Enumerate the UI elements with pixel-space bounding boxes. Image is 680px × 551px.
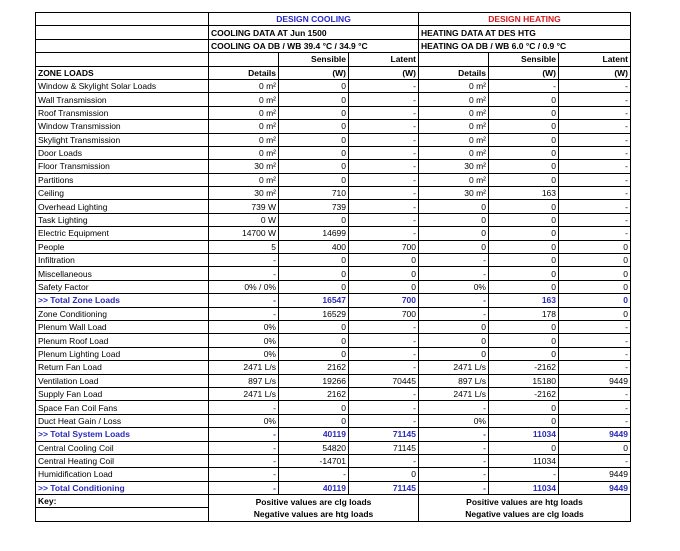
cooling-sensible: 14699 [279,227,349,240]
heating-sensible: 0 [489,200,559,213]
heating-latent: - [559,187,631,200]
cooling-details: - [209,294,279,307]
cooling-sensible: 0 [279,254,349,267]
heating-details: 0 m² [419,173,489,186]
cooling-details: - [209,468,279,481]
cooling-latent: - [349,401,419,414]
cooling-latent-unit: (W) [349,66,419,79]
heating-latent: 0 [559,267,631,280]
heating-note-negative: Negative values are clg loads [419,508,631,521]
row-label: Safety Factor [36,280,209,293]
blank-cell [36,39,209,52]
cooling-details: 30 m² [209,160,279,173]
row-label: Miscellaneous [36,267,209,280]
heating-latent: - [559,401,631,414]
cooling-latent: - [349,93,419,106]
cooling-details: 2471 L/s [209,387,279,400]
cooling-sensible: 0 [279,160,349,173]
cooling-sensible: 0 [279,79,349,92]
cooling-sensible: 710 [279,187,349,200]
heating-details: 0% [419,414,489,427]
table-row [36,133,631,146]
heating-details: 0 [419,347,489,360]
cooling-latent: 71145 [349,481,419,494]
heating-latent: - [559,93,631,106]
cooling-sensible: 0 [279,401,349,414]
cooling-sensible-unit: (W) [279,66,349,79]
cooling-latent: 0 [349,254,419,267]
row-label: Ceiling [36,187,209,200]
row-label: Door Loads [36,146,209,159]
heating-latent: - [559,133,631,146]
cooling-latent-header: Latent [349,53,419,66]
table-row [36,187,631,200]
cooling-latent: - [349,187,419,200]
heating-sensible: 0 [489,133,559,146]
heating-latent: 0 [559,294,631,307]
table-row [36,347,631,360]
heating-sensible: 0 [489,173,559,186]
cooling-sensible: 0 [279,334,349,347]
heating-details: 0 m² [419,79,489,92]
heating-sensible: 0 [489,106,559,119]
heating-latent: - [559,347,631,360]
table-row [36,361,631,374]
heating-details: 0 [419,240,489,253]
heating-details: 2471 L/s [419,387,489,400]
row-label: Window Transmission [36,120,209,133]
cooling-latent: - [349,106,419,119]
row-label: Return Fan Load [36,361,209,374]
cooling-latent: 0 [349,280,419,293]
oa-row [36,39,631,52]
heating-details: - [419,307,489,320]
blank-cell [36,13,209,26]
heating-latent-header: Latent [559,53,631,66]
cooling-details: 14700 W [209,227,279,240]
row-label: Ventilation Load [36,374,209,387]
table-row [36,401,631,414]
heating-details: - [419,481,489,494]
heating-sensible: 11034 [489,454,559,467]
heating-latent: - [559,334,631,347]
heating-oa-conditions: HEATING OA DB / WB 6.0 °C / 0.9 °C [419,39,631,52]
heating-sensible: 0 [489,320,559,333]
heating-data-at: HEATING DATA AT DES HTG [419,26,631,39]
cooling-latent: - [349,227,419,240]
cooling-latent: - [349,361,419,374]
heating-sensible: 0 [489,254,559,267]
cooling-details: 0 m² [209,120,279,133]
row-label: Zone Conditioning [36,307,209,320]
row-label: >> Total System Loads [36,428,209,441]
cooling-details: 739 W [209,200,279,213]
heating-details: 0 [419,200,489,213]
cooling-latent: - [349,334,419,347]
cooling-latent: - [349,120,419,133]
table-row [36,200,631,213]
cooling-details: 0 m² [209,146,279,159]
cooling-details: - [209,428,279,441]
heating-sensible: 11034 [489,428,559,441]
cooling-oa-conditions: COOLING OA DB / WB 39.4 °C / 34.9 °C [209,39,419,52]
row-label: Plenum Roof Load [36,334,209,347]
table-row [36,468,631,481]
cooling-details: 0 m² [209,173,279,186]
row-label: Electric Equipment [36,227,209,240]
heating-latent: - [559,414,631,427]
table-row [36,280,631,293]
heating-latent: - [559,387,631,400]
cooling-sensible: - [279,468,349,481]
heating-sensible-unit: (W) [489,66,559,79]
heating-sensible: -2162 [489,387,559,400]
heating-latent: - [559,454,631,467]
cooling-sensible: 0 [279,106,349,119]
cooling-sensible: 400 [279,240,349,253]
cooling-sensible: 16547 [279,294,349,307]
heating-details: 0 m² [419,120,489,133]
cooling-latent: 0 [349,267,419,280]
table-row [36,79,631,92]
total-row [36,294,631,307]
cooling-sensible: 2162 [279,361,349,374]
cooling-details: 0 m² [209,93,279,106]
heating-latent: 0 [559,441,631,454]
table-row [36,414,631,427]
heating-details: 897 L/s [419,374,489,387]
heating-sensible: 15180 [489,374,559,387]
heating-details: - [419,454,489,467]
cooling-latent: 71145 [349,441,419,454]
heating-sensible: 163 [489,187,559,200]
heating-latent: - [559,160,631,173]
heating-sensible: 0 [489,441,559,454]
cooling-latent: - [349,347,419,360]
heating-latent: - [559,79,631,92]
cooling-latent: 700 [349,294,419,307]
heating-latent: - [559,320,631,333]
row-label: Partitions [36,173,209,186]
cooling-latent: 0 [349,468,419,481]
heating-details: 30 m² [419,160,489,173]
cooling-sensible: 0 [279,414,349,427]
total-row [36,481,631,494]
cooling-title: DESIGN COOLING [209,13,419,26]
heating-details: - [419,428,489,441]
heating-note-positive: Positive values are htg loads [419,495,631,508]
cooling-details: - [209,254,279,267]
cooling-sensible: 0 [279,133,349,146]
cooling-latent: 71145 [349,428,419,441]
heating-sensible: 0 [489,146,559,159]
cooling-sensible: 0 [279,267,349,280]
table-row [36,93,631,106]
cooling-sensible: 0 [279,120,349,133]
table-row [36,254,631,267]
cooling-details: 0 m² [209,133,279,146]
cooling-details: 0% [209,334,279,347]
heating-sensible: 0 [489,120,559,133]
cooling-latent: - [349,146,419,159]
cooling-latent: - [349,320,419,333]
cooling-details: 2471 L/s [209,361,279,374]
cooling-latent: - [349,173,419,186]
row-label: Duct Heat Gain / Loss [36,414,209,427]
heating-sensible: 0 [489,93,559,106]
heating-latent: 0 [559,280,631,293]
blank-cell [36,53,209,66]
heating-latent: - [559,227,631,240]
cooling-latent: - [349,414,419,427]
row-label: Roof Transmission [36,106,209,119]
cooling-latent: - [349,160,419,173]
heating-details: - [419,254,489,267]
heating-latent: - [559,106,631,119]
table-row [36,307,631,320]
cooling-sensible: 19266 [279,374,349,387]
cooling-latent: - [349,79,419,92]
heating-details-header: Details [419,66,489,79]
row-label: >> Total Conditioning [36,481,209,494]
row-label: Central Heating Coil [36,454,209,467]
heating-latent: - [559,120,631,133]
row-label: Supply Fan Load [36,387,209,400]
cooling-details: 0 m² [209,106,279,119]
cooling-note-positive: Positive values are clg loads [209,495,419,508]
key-label: Key: [36,495,209,508]
cooling-latent: - [349,454,419,467]
table-row [36,454,631,467]
blank-cell [36,26,209,39]
cooling-latent: 700 [349,307,419,320]
cooling-details: 5 [209,240,279,253]
row-label: Central Cooling Coil [36,441,209,454]
cooling-details: - [209,307,279,320]
table-row [36,213,631,226]
load-rows [36,79,631,494]
row-label: People [36,240,209,253]
table-row [36,227,631,240]
cooling-latent: 700 [349,240,419,253]
cooling-sensible: 0 [279,280,349,293]
heating-latent: - [559,173,631,186]
cooling-details: - [209,401,279,414]
table-row [36,173,631,186]
heating-latent: - [559,213,631,226]
heating-sensible: - [489,79,559,92]
heating-sensible: 0 [489,213,559,226]
cooling-details: 0% [209,320,279,333]
cooling-details: 0 W [209,213,279,226]
heating-sensible: 163 [489,294,559,307]
zone-loads-header: ZONE LOADS [36,66,209,79]
heating-title: DESIGN HEATING [419,13,631,26]
row-label: Wall Transmission [36,93,209,106]
table-row [36,106,631,119]
heating-sensible: -2162 [489,361,559,374]
row-label: Overhead Lighting [36,200,209,213]
heating-details: 0 m² [419,106,489,119]
cooling-note-negative: Negative values are htg loads [209,508,419,521]
cooling-details: - [209,454,279,467]
table-row [36,374,631,387]
heating-details: 2471 L/s [419,361,489,374]
heating-details: 0 [419,334,489,347]
heating-latent: 0 [559,240,631,253]
heating-latent: - [559,200,631,213]
cooling-latent: - [349,200,419,213]
data-at-row [36,26,631,39]
heating-details: - [419,294,489,307]
row-label: Skylight Transmission [36,133,209,146]
cooling-sensible: 0 [279,173,349,186]
heating-details: 0 m² [419,146,489,159]
table-row [36,146,631,159]
heating-details: 0 [419,227,489,240]
blank-cell [209,53,279,66]
cooling-sensible: 0 [279,347,349,360]
cooling-sensible: -14701 [279,454,349,467]
units-header-row [36,53,631,66]
cooling-sensible: 739 [279,200,349,213]
row-label: Floor Transmission [36,160,209,173]
table-row [36,334,631,347]
cooling-details: 0% / 0% [209,280,279,293]
heating-latent: - [559,146,631,159]
heating-latent: 9449 [559,374,631,387]
heating-sensible: 0 [489,347,559,360]
cooling-details: - [209,441,279,454]
heating-latent: 0 [559,307,631,320]
cooling-details-header: Details [209,66,279,79]
heating-details: - [419,267,489,280]
footer-row-2 [36,508,631,521]
table-row [36,267,631,280]
heating-sensible: - [489,468,559,481]
cooling-details: 897 L/s [209,374,279,387]
footer-row-1 [36,495,631,508]
table-row [36,387,631,400]
zone-loads-table [35,12,631,522]
row-label: Space Fan Coil Fans [36,401,209,414]
row-label: Task Lighting [36,213,209,226]
cooling-details: 0 m² [209,79,279,92]
heating-sensible: 0 [489,227,559,240]
table-row [36,441,631,454]
row-label: Plenum Lighting Load [36,347,209,360]
cooling-details: 30 m² [209,187,279,200]
cooling-sensible: 0 [279,93,349,106]
row-label: Infiltration [36,254,209,267]
cooling-details: - [209,481,279,494]
blank-cell [36,508,209,521]
heating-sensible: 0 [489,401,559,414]
table-row [36,240,631,253]
cooling-sensible: 2162 [279,387,349,400]
heating-latent: - [559,361,631,374]
cooling-sensible-header: Sensible [279,53,349,66]
cooling-sensible: 40119 [279,428,349,441]
row-label: Window & Skylight Solar Loads [36,79,209,92]
heating-details: 0 [419,213,489,226]
heating-sensible: 0 [489,280,559,293]
heating-sensible: 0 [489,160,559,173]
heating-latent: 9449 [559,468,631,481]
row-label: Humidification Load [36,468,209,481]
heating-sensible: 0 [489,267,559,280]
cooling-latent: - [349,133,419,146]
heating-sensible: 0 [489,240,559,253]
heating-sensible: 0 [489,334,559,347]
heating-latent-unit: (W) [559,66,631,79]
column-header-row [36,66,631,79]
cooling-sensible: 0 [279,213,349,226]
cooling-sensible: 0 [279,146,349,159]
heating-details: - [419,468,489,481]
heating-sensible: 178 [489,307,559,320]
cooling-sensible: 16529 [279,307,349,320]
cooling-sensible: 40119 [279,481,349,494]
heating-details: - [419,401,489,414]
heating-sensible: 0 [489,414,559,427]
heating-latent: 9449 [559,428,631,441]
cooling-latent: - [349,213,419,226]
cooling-sensible: 0 [279,320,349,333]
total-row [36,428,631,441]
heating-details: 0% [419,280,489,293]
row-label: >> Total Zone Loads [36,294,209,307]
cooling-sensible: 54820 [279,441,349,454]
heating-details: 30 m² [419,187,489,200]
row-label: Plenum Wall Load [36,320,209,333]
cooling-details: - [209,267,279,280]
cooling-details: 0% [209,414,279,427]
heating-details: - [419,441,489,454]
cooling-latent: - [349,387,419,400]
heating-details: 0 m² [419,133,489,146]
table-row [36,160,631,173]
heating-details: 0 m² [419,93,489,106]
table-row [36,320,631,333]
table-row [36,120,631,133]
cooling-details: 0% [209,347,279,360]
cooling-latent: 70445 [349,374,419,387]
blank-cell [419,53,489,66]
heating-latent: 9449 [559,481,631,494]
title-row [36,13,631,26]
heating-details: 0 [419,320,489,333]
heating-sensible-header: Sensible [489,53,559,66]
heating-sensible: 11034 [489,481,559,494]
heating-latent: 0 [559,254,631,267]
cooling-data-at: COOLING DATA AT Jun 1500 [209,26,419,39]
